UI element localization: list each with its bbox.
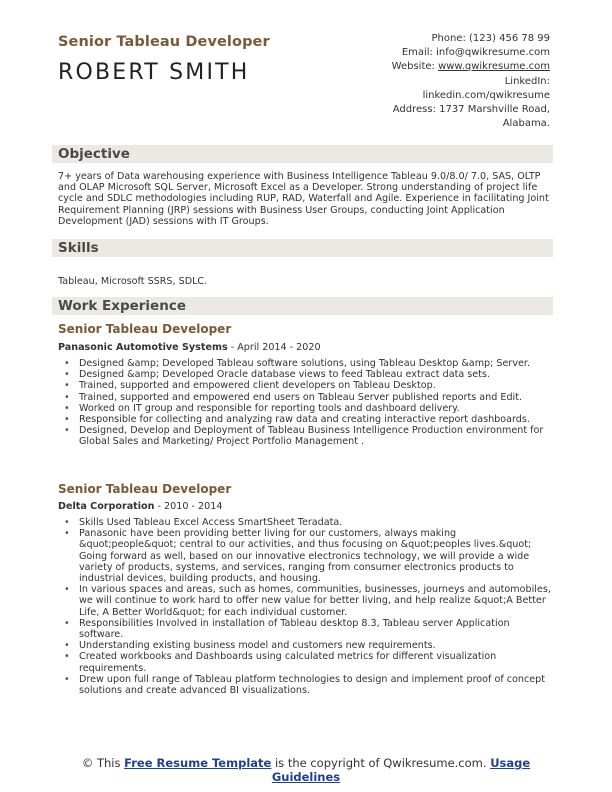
address-label: Address: — [392, 104, 436, 116]
objective-text: 7+ years of Data warehousing experience with Business Intelligence Tableau 9.0/8.0/ 7.0, SAS, OLTP and OLAP Microsoft SQL Server, Microsoft Excel as a Developer. Strong understanding of project life cycle and SDLC methodologies including RUP, RAD, Waterfall and Agile. Experience in facilitating Joint Requirement Planning (JRP) sessions with Business User Groups, conducting Joint Application Development (JAD) sessions with IT Groups. — [58, 171, 549, 227]
objective-heading: Objective — [58, 146, 130, 162]
list-item: • Trained, supported and empowered end users on Tableau Server published reports and Edit. — [58, 392, 552, 403]
job-2-title: Senior Tableau Developer — [58, 482, 232, 496]
email-value: info@qwikresume.com — [436, 47, 550, 59]
phone-value: (123) 456 78 99 — [469, 33, 550, 44]
list-item: • Designed &amp; Developed Tableau software solutions, using Tableau Desktop &amp; Server. — [58, 358, 552, 369]
job-1-company-line — [58, 342, 321, 353]
website-link[interactable]: www.qwikresume.com — [438, 61, 550, 73]
phone-label: Phone: — [431, 33, 466, 44]
email-label: Email: — [401, 47, 433, 59]
list-item: • Skills Used Tableau Excel Access SmartSheet Teradata. — [58, 517, 552, 528]
contact-phone — [392, 32, 550, 46]
usage-guidelines-link-part2[interactable]: Guidelines — [271, 769, 341, 784]
free-resume-template-link[interactable]: Free Resume Template — [124, 756, 272, 770]
linkedin-label: LinkedIn: — [504, 75, 550, 87]
list-item: • Responsibilities Involved in installation of Tableau desktop 8.3, Tableau server Application software. — [58, 618, 552, 640]
contact-website — [392, 60, 550, 74]
list-item: • Understanding existing business model and customers new requirements. — [58, 640, 552, 651]
job-1-title: Senior Tableau Developer — [58, 322, 232, 336]
copyright-footer — [0, 757, 612, 784]
list-item: • Created workbooks and Dashboards using calculated metrics for different visualization requirements. — [58, 651, 552, 673]
resume-header — [58, 34, 270, 85]
list-item: • Drew upon full range of Tableau platform technologies to design and implement proof of concept solutions and create advanced BI visualizations. — [58, 674, 552, 696]
list-item: • Panasonic have been providing better living for our customers, always making &quot;people&quot; central to our activities, and thus focusing on &quot;peoples lives.&quot; Going forward as well, based on our innovative electronics technology, we will provide a wide variety of products, systems, and services, ranging from consumer electronics products to industrial devices, building products, and housing. — [58, 528, 552, 584]
objective-section-bar — [52, 145, 553, 163]
skills-section-bar — [52, 239, 553, 257]
list-item: • Designed &amp; Developed Oracle database views to feed Tableau extract data sets. — [58, 369, 552, 380]
list-item: • Responsible for collecting and analyzing raw data and creating interactive report dashboards. — [58, 414, 552, 425]
address-line1: 1737 Marshville Road, — [439, 104, 550, 116]
skills-text: Tableau, Microsoft SSRS, SDLC. — [58, 276, 208, 287]
list-item: • Trained, supported and empowered client developers on Tableau Desktop. — [58, 380, 552, 391]
work-heading: Work Experience — [58, 298, 186, 314]
footer-prefix: © This — [81, 756, 125, 770]
skills-heading: Skills — [58, 240, 99, 256]
job-1-company: Panasonic Automotive Systems — [58, 342, 228, 353]
contact-email — [392, 46, 550, 60]
address-line2: Alabama. — [502, 118, 550, 130]
linkedin-value: linkedin.com/qwikresume — [422, 89, 550, 101]
job-1-dates: - April 2014 - 2020 — [227, 342, 321, 353]
job-2-company: Delta Corporation — [58, 501, 155, 512]
website-label: Website: — [391, 61, 435, 73]
job-2-dates: - 2010 - 2014 — [154, 501, 223, 512]
job-2-company-line — [58, 501, 222, 512]
list-item: • Worked on IT group and responsible for reporting tools and dashboard delivery. — [58, 403, 552, 414]
footer-middle: is the copyright of Qwikresume.com. — [271, 756, 491, 770]
work-section-bar — [52, 297, 553, 315]
job-1-bullets — [58, 358, 552, 448]
job-2-bullets — [58, 517, 552, 696]
contact-address — [392, 103, 550, 117]
usage-guidelines-link-part1[interactable]: Usage — [490, 756, 531, 770]
candidate-name: ROBERT SMITH — [58, 60, 250, 85]
contact-block — [392, 32, 550, 131]
list-item: • In various spaces and areas, such as homes, communities, businesses, journeys and automobiles, we will continue to work hard to offer new value for better living, and help realize &quot;A Better Life, A Better World&quot; for each individual customer. — [58, 584, 552, 618]
list-item: • Designed, Develop and Deployment of Tableau Business Intelligence Production environment for Global Sales and Marketing/ Project Portfolio Management . — [58, 425, 552, 447]
resume-job-title: Senior Tableau Developer — [58, 34, 270, 50]
